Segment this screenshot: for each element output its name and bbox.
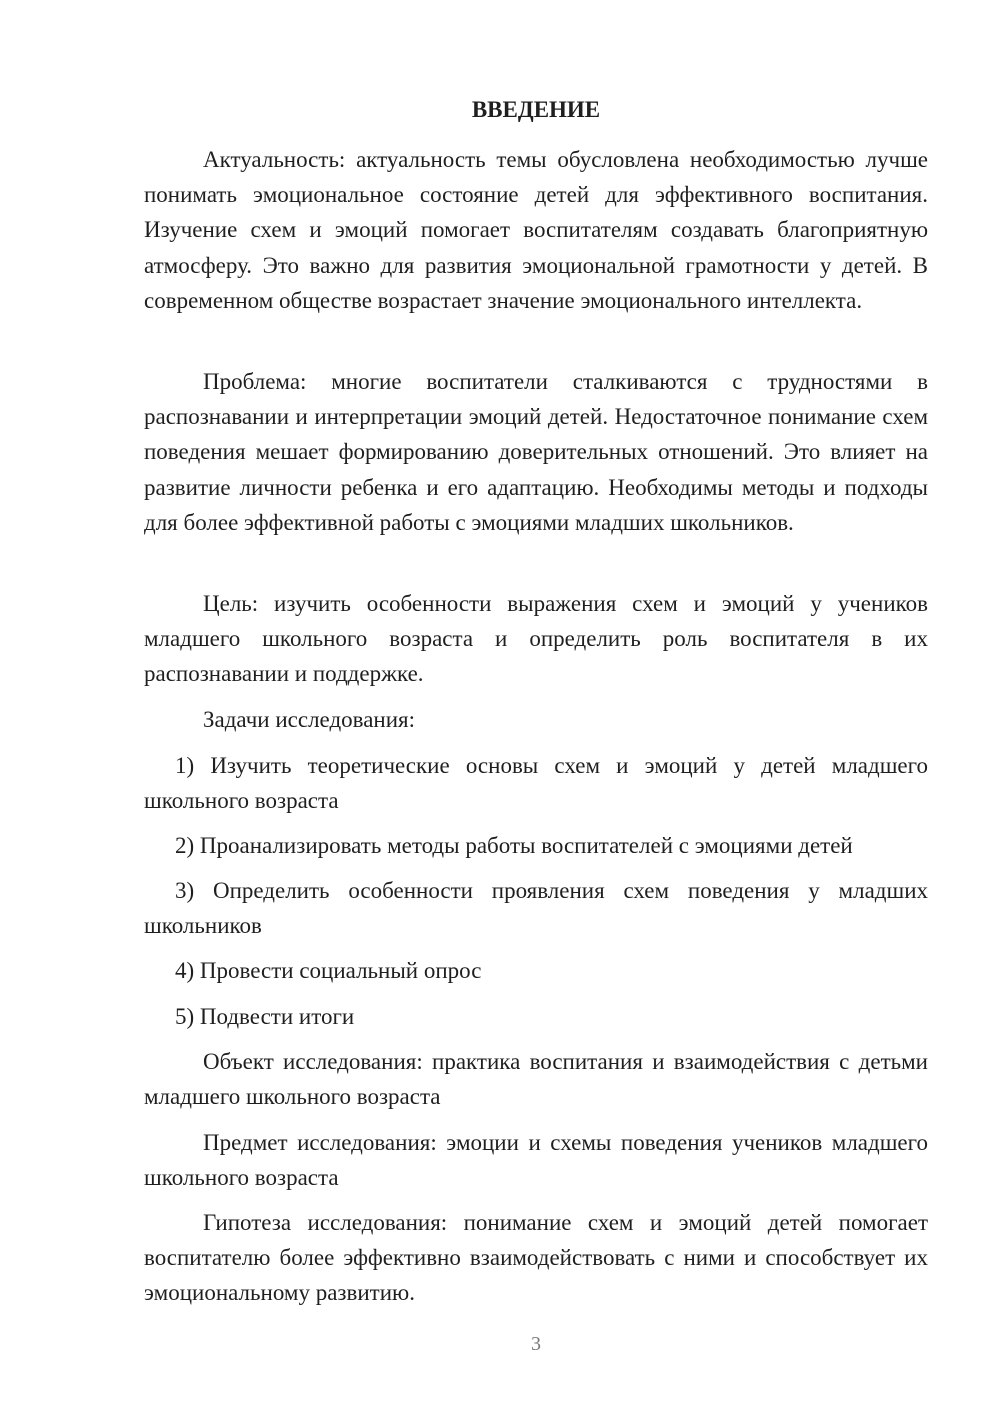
task-item-1: 1) Изучить теоретические основы схем и эмоций у детей младшего школьного возраста [144, 753, 928, 814]
task-item-5: 5) Подвести итоги [175, 1004, 355, 1029]
paragraph-hypothesis: Гипотеза исследования: понимание схем и эмоций детей помогает воспитателю более эффективно взаимодействовать с ними и способствует их эмоциональному развитию. [144, 1210, 928, 1306]
task-item-4: 4) Провести социальный опрос [175, 958, 482, 983]
task-item-3: 3) Определить особенности проявления схем поведения у младших школьников [144, 878, 928, 939]
paragraph-subject: Предмет исследования: эмоции и схемы поведения учеников младшего школьного возраста [144, 1130, 928, 1191]
paragraph-goal: Цель: изучить особенности выражения схем и эмоций у учеников младшего школьного возраста и определить роль воспитателя в их распознавании и поддержке. [144, 591, 928, 687]
task-item-2: 2) Проанализировать методы работы воспитателей с эмоциями детей [175, 833, 853, 858]
paragraph-object: Объект исследования: практика воспитания и взаимодействия с детьми младшего школьного возраста [144, 1049, 928, 1110]
paragraph-tasks-heading: Задачи исследования: [203, 707, 416, 732]
paragraph-problem: Проблема: многие воспитатели сталкиваются с трудностями в распознавании и интерпретации эмоций детей. Недостаточное понимание схем поведения мешает формированию доверительных отношений. Это влияет на развитие личности ребенка и его адаптацию. Необходимы методы и подходы для более эффективной работы с эмоциями младших школьников. [144, 369, 928, 535]
page-number: 3 [531, 1333, 541, 1355]
document-title: ВВЕДЕНИЕ [471, 97, 601, 122]
paragraph-relevance: Актуальность: актуальность темы обусловлена необходимостью лучше понимать эмоциональное состояние детей для эффективного воспитания. Изучение схем и эмоций помогает воспитателям создавать благоприятную атмосферу. Это важно для развития эмоциональной грамотности у детей. В современном обществе возрастает значение эмоционального интеллекта. [144, 147, 928, 313]
